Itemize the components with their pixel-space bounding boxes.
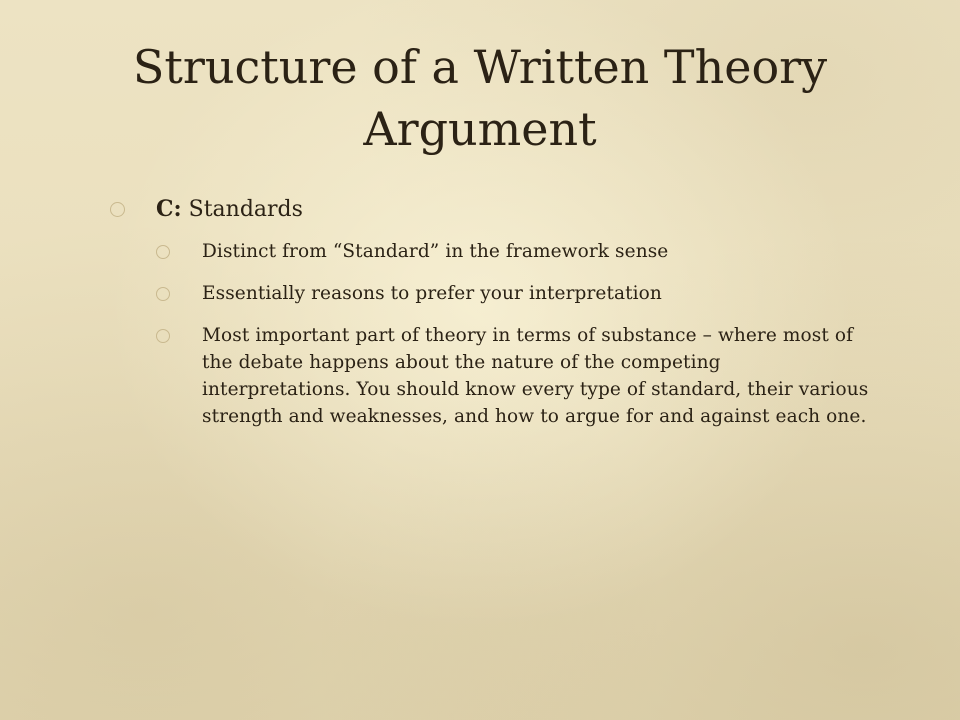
sub-bullet-item xyxy=(156,238,870,265)
sub-bullet-text: Essentially reasons to prefer your interpretation xyxy=(202,283,662,304)
bullet-circle-icon xyxy=(156,287,170,301)
sub-bullet-item xyxy=(156,280,870,307)
sub-bullet-list xyxy=(110,238,870,430)
bullet-circle-icon xyxy=(110,202,125,217)
slide-title: Structure of a Written Theory Argument xyxy=(132,40,828,156)
sub-bullet-text: Distinct from “Standard” in the framework sense xyxy=(202,241,669,262)
sub-bullet-text: Most important part of theory in terms of substance – where most of the debate happens about the nature of the competing interpretations. You should know every type of standard, their various strength and weaknesses, and how to argue for and against each one. xyxy=(202,325,869,427)
bullet-standards xyxy=(110,193,870,226)
bullet-text: Standards xyxy=(181,197,303,222)
bullet-circle-icon xyxy=(156,245,170,259)
sub-bullet-item xyxy=(156,322,870,430)
slide-content xyxy=(110,193,870,445)
bullet-label: C: xyxy=(156,196,182,222)
bullet-circle-icon xyxy=(156,329,170,343)
